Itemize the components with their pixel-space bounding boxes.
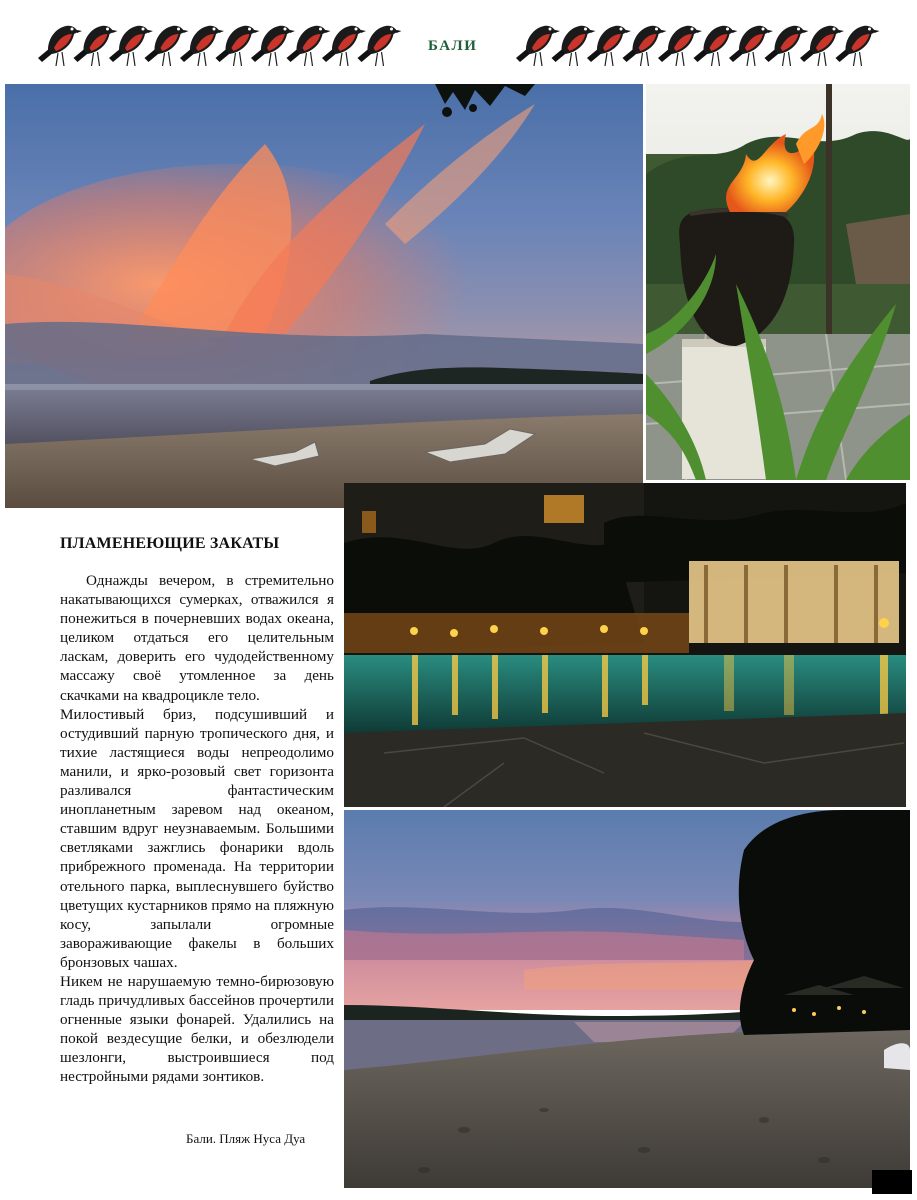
bird-icon (216, 26, 260, 66)
bird-icon (552, 26, 596, 66)
bird-icon (658, 26, 702, 66)
bird-icon (765, 26, 809, 66)
bird-icon (287, 26, 331, 66)
photo-night-pool (344, 483, 906, 807)
bird-ornament-right (512, 18, 882, 70)
corner-mark (872, 1170, 912, 1194)
bird-icon (587, 26, 631, 66)
article-paragraph-2: Милостивый бриз, подсушивший и остудивший парную тропического дня, и тихие ластящиеся воды непреодолимо манили, и ярко-розовый свет горизонта разливался фантастическим инопланетным заревом над океаном, ставшим вдруг неузнаваемым. Большими светляками зажглись фонарики вдоль прибрежного променада. На территории отельного парка, выплеснувшего буйство цветущих кустарников прямо на пляжную косу, запылали огромные завораживающие факелы в больших бронзовых чашах. (60, 705, 334, 971)
bird-icon (358, 26, 402, 66)
bird-icon (322, 26, 366, 66)
bird-icon (74, 26, 118, 66)
bird-icon (729, 26, 773, 66)
bird-icon (180, 26, 224, 66)
bird-icon (145, 26, 189, 66)
bird-icon (836, 26, 880, 66)
article-paragraph-1: Однажды вечером, в стремительно накатывающихся сумерках, отважился я понежиться в почерневших водах океана, целиком отдаться его целительным ласкам, доверить его чудодейственному массажу своё утомленное за день скачками на квадроцикле тело. (60, 572, 334, 704)
bird-icon (516, 26, 560, 66)
section-title: БАЛИ (428, 38, 478, 54)
bird-icon (623, 26, 667, 66)
bird-icon (800, 26, 844, 66)
article (60, 535, 334, 1087)
page-header (0, 0, 917, 80)
bird-icon (38, 26, 82, 66)
bird-icon (694, 26, 738, 66)
photo-caption: Бали. Пляж Нуса Дуа (186, 1131, 306, 1146)
bird-ornament-left (34, 18, 404, 70)
photo-fire-torch (646, 84, 910, 480)
bird-icon (251, 26, 295, 66)
photo-beach-dusk (344, 810, 910, 1188)
article-paragraph-3: Никем не нарушаемую темно-бирюзовую гладь причудливых бассейнов прочертили огненные языки фонарей. Удалились на покой вездесущие белки, и обезлюдели шезлонги, выстроившиеся под нестройными рядами зонтиков. (60, 972, 334, 1086)
bird-icon (109, 26, 153, 66)
article-heading: ПЛАМЕНЕЮЩИЕ ЗАКАТЫ (60, 535, 280, 552)
photo-sunset-beach (5, 84, 643, 508)
